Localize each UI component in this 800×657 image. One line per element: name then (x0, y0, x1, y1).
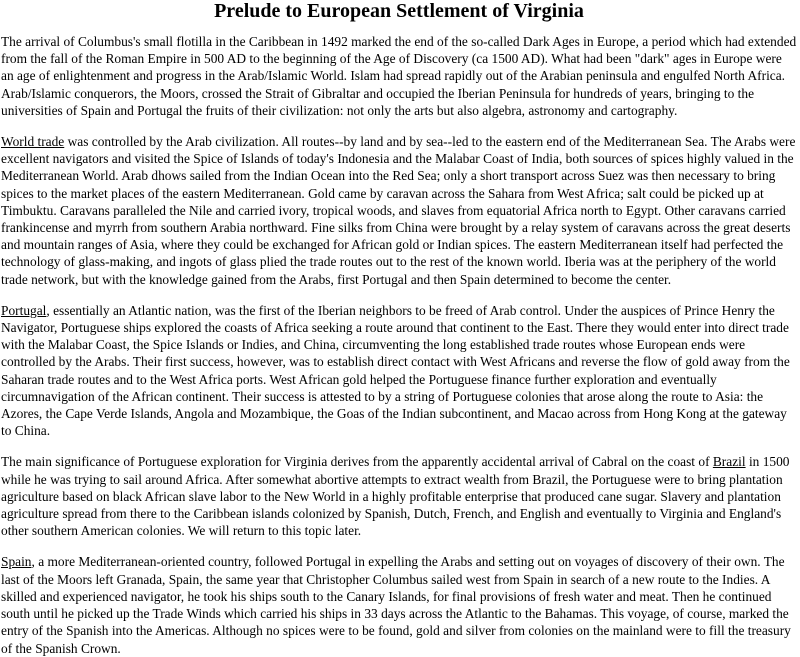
paragraph-columbus (1, 33, 797, 119)
link-brazil[interactable]: Brazil (712, 454, 746, 470)
paragraph-world-trade (1, 133, 797, 288)
link-world-trade[interactable]: World trade (1, 134, 65, 150)
paragraph-text: was controlled by the Arab civilization. All routes--by land and by sea--led to the eastern end of the Mediterranean Sea. The Arabs were excellent navigators and visited the Spice of Islands of today's Indonesia and the Malabar Coast of India, both sources of spices highly valued in the Mediterranean World. Arab dhows sailed from the Indian Ocean into the Red Sea; only a short transport across Suez was then necessary to bring spices to the market places of the eastern Mediterranean. Gold came by caravan across the Sahara from West Africa; salt could be picked up at Timbuktu. Caravans paralleled the Nile and carried ivory, tropical woods, and slaves from equatorial Africa north to Egypt. Other caravans carried frankincense and myrrh from southern Arabia northward. Fine silks from China were brought by a relay system of caravans across the great deserts and mountain ranges of Asia, where they could be exchanged for African gold or Indian spices. The eastern Mediterranean itself had perfected the technology of glass-making, and ingots of glass plied the trade routes out to the rest of the known world. Iberia was at the periphery of the world trade network, but with the knowledge gained from the Arabs, first Portugal and then Spain determined to become the center. (1, 134, 796, 287)
paragraph-portugal (1, 302, 797, 440)
paragraph-text: , essentially an Atlantic nation, was the first of the Iberian neighbors to be freed of Arab control. Under the auspices of Prince Henry the Navigator, Portuguese ships explored the coasts of Africa seeking a route around that continent to the East. There they would enter into direct trade with the Malabar Coast, the Spice Islands or Indies, and China, circumventing the long established trade routes whose European ends were controlled by the Arabs. Their first success, however, was to establish direct contact with West Africans and reverse the flow of gold away from the Saharan trade routes and to the West Africa ports. West African gold helped the Portuguese finance further exploration and eventually circumnavigation of the African continent. Their success is attested to by a string of Portuguese colonies that arose along the route to Asia: the Azores, the Cape Verde Islands, Angola and Mozambique, the Goas of the Indian subcontinent, and Macao across from Hong Kong at the gateway to China. (1, 302, 790, 439)
page-title: Prelude to European Settlement of Virginia (214, 0, 584, 22)
paragraph-text: , a more Mediterranean-oriented country, followed Portugal in expelling the Arabs and setting out on voyages of discovery of their own. The last of the Moors left Granada, Spain, the same year that Christopher Columbus sailed west from Spain in search of a new route to the Indies. A skilled and experienced navigator, he took his ships south to the Canary Islands, for final provisions of fresh water and meat. Then he continued south until he picked up the Trade Winds which carried his ships in 33 days across the Atlantic to the Bahamas. This voyage, of course, marked the entry of the Spanish into the Americas. Although no spices were to be found, gold and silver from colonies on the mainland were to fill the treasury of the Spanish Crown. (1, 554, 791, 656)
paragraph-text: The main significance of Portuguese exploration for Virginia derives from the apparently accidental arrival of Cabral on the coast of (1, 454, 713, 470)
link-spain[interactable]: Spain (1, 554, 32, 570)
paragraph-text: The arrival of Columbus's small flotilla in the Caribbean in 1492 marked the end of the so-called Dark Ages in Europe, a period which had extended from the fall of the Roman Empire in 500 AD to the beginning of the Age of Discovery (ca 1500 AD). What had been "dark" ages in Europe were an age of enlightenment and progress in the Arab/Islamic World. Islam had spread rapidly out of the Arabian peninsula and engulfed North Africa. Arab/Islamic conquerors, the Moors, crossed the Strait of Gibraltar and occupied the Iberian Peninsula for hundreds of years, bringing to the universities of Spain and Portugal the fruits of their civilization: not only the arts but also algebra, astronomy and cartography. (1, 34, 797, 118)
paragraph-text: in 1500 while he was trying to sail around Africa. After somewhat abortive attempts to extract wealth from Brazil, the Portuguese were to bring plantation agriculture based on black African slave labor to the New World in a highly profitable enterprise that produced cane sugar. Slavery and plantation agriculture spread from there to the Caribbean islands colonized by Spanish, Dutch, French, and English and eventually to Virginia and England's other southern American colonies. We will return to this topic later. (1, 454, 790, 539)
paragraph-brazil (1, 453, 797, 539)
link-portugal[interactable]: Portugal (1, 302, 47, 318)
paragraph-spain (1, 553, 797, 656)
